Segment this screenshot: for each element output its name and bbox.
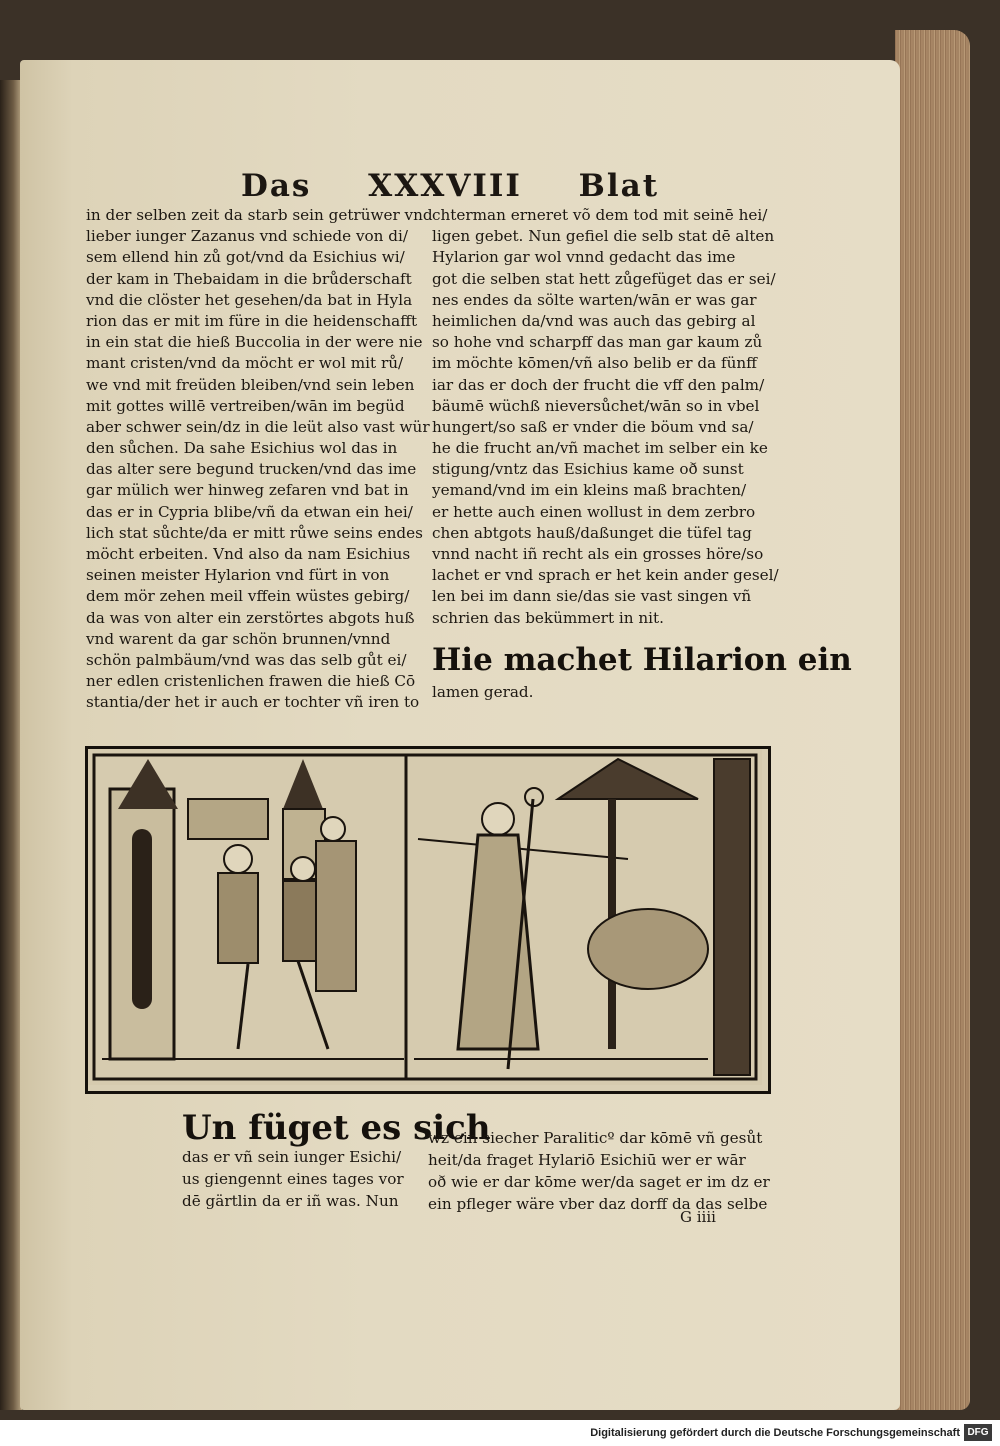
text-line: seinen meister Hylarion vnd fürt in von — [86, 566, 390, 585]
text-line: das alter sere begund trucken/vnd das ime — [86, 460, 417, 479]
footer-credit: Digitalisierung gefördert durch die Deutsche Forschungsgemeinschaft — [590, 1427, 960, 1439]
text-line: iar das er doch der frucht die vff den palm/ — [432, 375, 765, 394]
section-heading-continued: lamen gerad. — [432, 683, 534, 701]
text-line: dem mör zehen meil vffein wüstes gebirg/ — [86, 587, 410, 606]
text-line: der kam in Thebaidam in die brůderschaft — [86, 269, 412, 288]
text-line: so hohe vnd scharpff das man gar kaum zů — [432, 333, 763, 352]
text-line: len bei im dann sie/das sie vast singen vñ — [432, 587, 752, 606]
text-line: in ein stat die hieß Buccolia in der were nie — [86, 333, 423, 352]
right-text-column — [432, 205, 777, 629]
header-folio: XXXVIII — [368, 168, 522, 204]
text-line: mant cristen/vnd da möcht er wol mit rů/ — [86, 354, 404, 373]
text-line: aber schwer sein/dz in die leüt also vast wür — [86, 417, 430, 436]
text-line: we vnd mit freüden bleiben/vnd sein leben — [86, 375, 415, 394]
text-line: er hette auch einen wollust in dem zerbro — [432, 502, 756, 521]
text-line: schrien das bekümmert in nit. — [432, 608, 664, 627]
text-line: ner edlen cristenlichen frawen die hieß Cō — [86, 672, 416, 691]
text-line: stantia/der het ir auch er tochter vñ iren to — [86, 693, 420, 712]
text-line: heit/da fraget Hylariō Esichiū wer er wār — [428, 1151, 746, 1169]
text-line: he die frucht an/vñ machet im selber ein ke — [432, 439, 768, 458]
header-right: Blat — [578, 168, 660, 204]
bottom-left-text — [182, 1146, 404, 1212]
text-line: yemand/vnd im ein kleins maß brachten/ — [432, 481, 747, 500]
text-line: lieber iunger Zazanus vnd schiede von di/ — [86, 227, 408, 246]
left-page-edge — [0, 80, 22, 1410]
text-line: möcht erbeiten. Vnd also da nam Esichius — [86, 545, 411, 563]
text-line: oð wie er dar kōme wer/da saget er im dz er — [428, 1173, 770, 1191]
text-line: in der selben zeit da starb sein getrüwer vnd — [86, 206, 433, 224]
text-line: heimlichen da/vnd was auch das gebirg al — [432, 311, 756, 330]
woodcut-illustration — [85, 746, 771, 1094]
footer-bar — [0, 1420, 1000, 1446]
text-line: lich stat sůchte/da er mitt růwe seins endes — [86, 523, 423, 542]
bottom-heading: Un füget es sich — [182, 1108, 491, 1148]
text-line: vnd die clöster het gesehen/da bat in Hyla — [86, 290, 413, 309]
text-line: vnd warent da gar schön brunnen/vnnd — [86, 629, 391, 648]
text-line: nes endes da sölte warten/wān er was gar — [432, 290, 757, 309]
text-line: rion das er mit im füre in die heidenschafft — [86, 311, 418, 330]
text-line: im möchte kōmen/vñ also belib er da fünff — [432, 354, 757, 373]
text-line: bäumē wüchß nieversůchet/wān so in vbel — [432, 396, 760, 415]
text-line: Hylarion gar wol vnnd gedacht das ime — [432, 248, 736, 267]
text-line: schön palmbäum/vnd was das selb gůt ei/ — [86, 650, 407, 669]
page-stack-edge — [895, 30, 970, 1410]
text-line: vnnd nacht iñ recht als ein grosses höre/so — [432, 545, 764, 563]
text-line: das er in Cypria blibe/vñ da etwan ein hei/ — [86, 502, 413, 521]
text-line: das er vñ sein iunger Esichi/ — [182, 1148, 402, 1166]
text-line: da was von alter ein zerstörtes abgots huß — [86, 608, 415, 627]
text-line: lachet er vnd sprach er het kein ander gesel/ — [432, 566, 779, 585]
text-line: wz ein siecher Paraliticº dar kōmē vñ gesůt — [428, 1129, 763, 1147]
left-text-column — [86, 205, 433, 714]
signature-mark: G iiii — [680, 1208, 716, 1226]
text-line: chen abtgots hauß/daßunget die tüfel tag — [432, 523, 752, 542]
text-line: us giengennt eines tages vor — [182, 1170, 404, 1188]
bottom-right-text — [428, 1127, 770, 1215]
page-header — [0, 168, 900, 204]
woodcut-drawing — [88, 749, 762, 1085]
text-line: hungert/so saß er vnder die böum vnd sa/ — [432, 417, 754, 436]
text-line: den sůchen. Da sahe Esichius wol das in — [86, 439, 398, 458]
text-line: sem ellend hin zů got/vnd da Esichius wi/ — [86, 248, 405, 267]
text-line: mit gottes willē vertreiben/wān im begüd — [86, 396, 405, 415]
header-left: Das — [240, 168, 312, 204]
text-line: gar mülich wer hinweg zefaren vnd bat in — [86, 481, 409, 500]
text-line: stigung/vntz das Esichius kame oð sunst — [432, 460, 744, 479]
text-line: ein pfleger wäre vber daz dorff da das selbe — [428, 1195, 768, 1213]
text-line: dē gärtlin da er iñ was. Nun — [182, 1192, 399, 1210]
text-line: chterman erneret võ dem tod mit seinē hei/ — [432, 206, 768, 224]
text-line: got die selben stat hett zůgefüget das er sei/ — [432, 269, 776, 288]
dfg-logo: DFG — [964, 1424, 992, 1441]
text-line: ligen gebet. Nun gefiel die selb stat dē alten — [432, 227, 775, 246]
section-heading: Hie machet Hilarion ein — [432, 642, 852, 678]
